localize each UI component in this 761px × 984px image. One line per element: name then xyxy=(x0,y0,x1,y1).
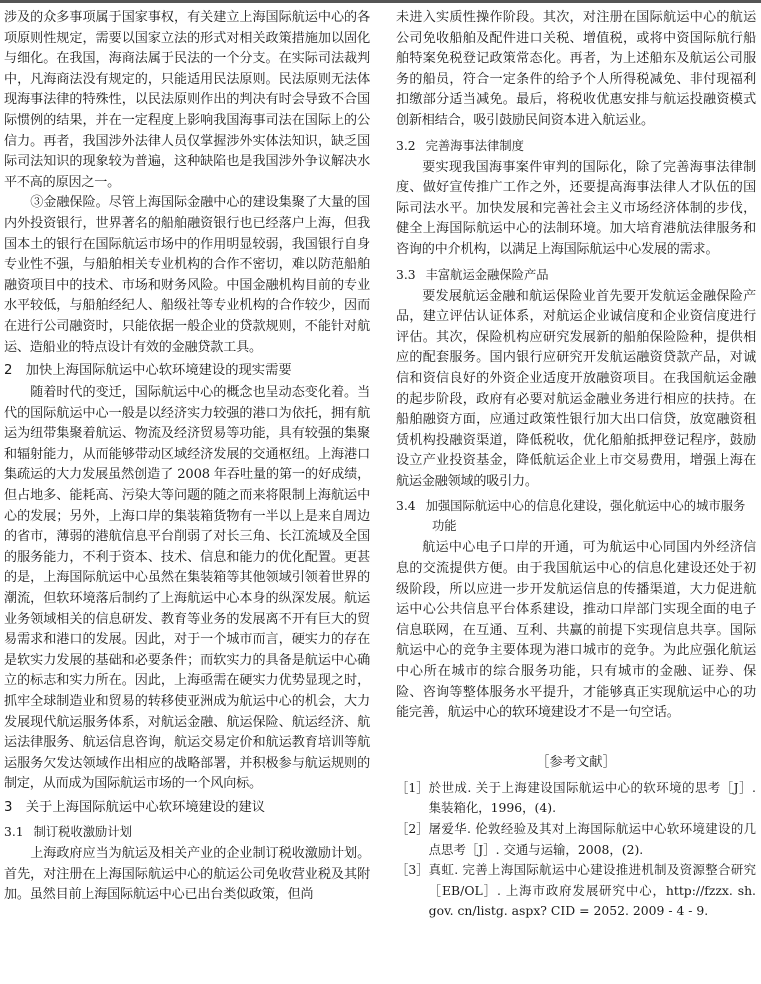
paragraph-section-3-2: 要实现我国海事案件审判的国际化，除了完善海事法律制度、做好宣传推广工作之外，还要提高海事法律人才队伍的国际司法水平。加快发展和完善社会主义市场经济体制的步伐，健全上海国际航运中心的法制环境。加大培育港航法律服务和咨询的中介机构，以满足上海国际航运中心发展的需求。 xyxy=(396,159,756,257)
reference-item xyxy=(396,778,756,819)
section-3-2-heading xyxy=(396,136,756,156)
section-2-heading: 2 加快上海国际航运中心软环境建设的现实需要 xyxy=(4,363,292,379)
reference-number: ［1］ xyxy=(396,779,429,795)
section-number: 3.2 xyxy=(396,138,416,153)
references-heading: ［参考文献］ xyxy=(536,754,616,770)
reference-item xyxy=(396,819,756,860)
paragraph-section-3-1-continued: 未进入实质性操作阶段。其次，对注册在国际航运中心的航运公司免收船舶及配件进口关税、增值税，或将中资国际航行船舶特案免税登记政策常态化。再者，为上述船东及航运公司服务的船员，符合一定条件的给予个人所得税减免、非付现福利扣缴部分适当减免。最后，将税收优惠安排与航运投融资模式创新相结合，吸引鼓励民间资本进入航运业。 xyxy=(396,10,756,128)
right-column xyxy=(396,8,756,972)
reference-number: ［3］ xyxy=(396,862,429,878)
section-3-3-heading xyxy=(396,265,756,285)
paragraph-section-3-4: 航运中心电子口岸的开通，可为航运中心同国内外经济信息的交流提供方便。由于我国航运中心的信息化建设还处于初级阶段，所以应进一步开发航运信息的传播渠道，大力促进航运中心公共信息平台体系建设，推动口岸部门实现全面的电子信息联网，在互通、互利、共赢的前提下实现信息共享。国际航运中心的竞争主要体现为港口城市的竞争。为此应强化航运中心所在城市的综合服务功能，只有城市的金融、证券、保险、咨询等整体服务水平提升，才能够真正实现航运中心的功能完善，航运中心的软环境建设才不是一句空话。 xyxy=(396,540,756,721)
section-title: 制订税收激励计划 xyxy=(33,824,132,839)
section-3-4-heading xyxy=(396,496,756,536)
section-3-heading: 3 关于上海国际航运中心软环境建设的建议 xyxy=(4,799,266,815)
paragraph-intro: 涉及的众多事项属于国家事权，有关建立上海国际航运中心的各项原则性规定，需要以国家立法的形式对相关政策措施加以固化与细化。在我国，海商法属于民法的一个分支。在实际司法裁判中，凡海商法没有规定的，只能适用民法原则。民法原则无法体现海事法律的特殊性，以民法原则作出的判决有时会导致不合国际惯例的结果，并在一定程度上影响我国海事司法在国际上的公信力。再者，我国涉外法律人员仅掌握涉外实体法知识，缺乏国际司法知识的现象较为普遍，这种缺陷也是我国涉外争议解决水平不高的原因之一。 xyxy=(4,10,370,190)
section-number: 3.3 xyxy=(396,267,416,282)
header-rule xyxy=(0,0,761,3)
section-number: 3.4 xyxy=(396,499,416,514)
reference-text: 於世成. 关于上海建设国际航运中心的软环境的思考［J］. 集装箱化，1996，(4). xyxy=(428,779,756,816)
reference-text: 真虹. 完善上海国际航运中心建设推进机制及资源整合研究［EB/OL］. 上海市政府发展研究中心，http://fzzx. sh. gov. cn/listg. aspx? CID = 2052. 2009 - 4 - 9. xyxy=(428,862,756,919)
section-title: 加强国际航运中心的信息化建设，强化航运中心的城市服务功能 xyxy=(425,499,746,534)
reference-text: 屠爱华. 伦敦经验及其对上海国际航运中心软环境建设的几点思考［J］. 交通与运输，2008，(2). xyxy=(428,821,756,857)
reference-item xyxy=(396,860,756,922)
paragraph-section-2: 随着时代的变迁，国际航运中心的概念也呈动态变化着。当代的国际航运中心一般是以经济实力较强的港口为依托，拥有航运为纽带集聚着航运、物流及经济贸易等功能，具有较强的集聚和辐射能力，从而能够带动区域经济发展的交通枢纽。上海港口集疏运的大力发展虽然创造了 2008 年吞吐量的第一的好成绩，但占地多、能耗高、污染大等问题的随之而来将限制上海航运中心的发展；另外，上海口岸的集装箱货物有一半以上是来自周边的省市，薄弱的港航信息平台削弱了对长三角、长江流域及全国的服务能力，不利于资本、技术、信息和能力的优化配置。更甚的是，上海国际航运中心虽然在集装箱等其他领域引领着世界的潮流，但软环境落后制约了上海航运中心本身的纵深发展。航运业务领域相关的信息研发、教育等业务的发展离不开有巨大的贸易需求和港口的发展。因此，对于一个城市而言，硬实力的存在是软实力发展的基础和必要条件；而软实力的具备是航运中心确立的标志和实力所在。因此，上海亟需在硬实力优势显现之时，抓牢全球制造业和贸易的转移使亚洲成为航运中心的机会，大力发展现代航运服务体系，对航运金融、航运保险、航运经济、航运法律服务、航运信息咨询，航运交易定价和航运教育培训等航运服务欠发达领域作出相应的战略部署，并积极参与航运规则的制定，从而成为国际航运市场的一个风向标。 xyxy=(4,385,370,792)
left-column xyxy=(4,8,370,972)
paragraph-finance-insurance: ③金融保险。尽管上海国际金融中心的建设集聚了大量的国内外投资银行，世界著名的船舶融资银行也已经落户上海，但我国本土的银行在国际航运市场中的作用明显较弱，我国银行自身专业性不强，与船舶相关专业机构的合作不密切，难以防范船舶融资项目中的技术、市场和财务风险。中国金融机构目前的专业水平较低，与船舶经纪人、船级社等专业机构的合作较少，因而在进行公司融资时，只能依据一般企业的贷款规则，不能针对航运、造船业的特点设计有效的金融贷款工具。 xyxy=(4,195,370,355)
paragraph-section-3-1: 上海政府应当为航运及相关产业的企业制订税收激励计划。首先，对注册在上海国际航运中心的航运公司免收营业税及其附加。虽然目前上海国际航运中心已出台类似政策，但尚 xyxy=(4,845,370,903)
section-3-1-heading xyxy=(4,822,370,842)
section-title: 丰富航运金融保险产品 xyxy=(425,267,549,282)
section-title: 完善海事法律制度 xyxy=(425,138,524,153)
paragraph-section-3-3: 要发展航运金融和航运保险业首先要开发航运金融保险产品，建立评估认证体系，对航运企业诚信度和企业资信度进行评估。其次，保险机构应研究发展新的船舶保险险种，提供相应的配套服务。国内银行应研究开发航运融资贷款产品，对诚信和资信良好的外资企业适度开放融资项目。在我国航运金融的起步阶段，政府有必要对航运金融业务进行相应的扶持。在船舶融资方面，应通过政策性银行加大出口信贷，放宽融资租赁机构投融资渠道，降低税收，优化船舶抵押登记程序，鼓励设立产业投资基金，降低航运企业上市交易费用，增强上海在航运金融领域的吸引力。 xyxy=(396,288,756,489)
reference-number: ［2］ xyxy=(396,821,429,836)
section-number: 3.1 xyxy=(4,824,24,839)
